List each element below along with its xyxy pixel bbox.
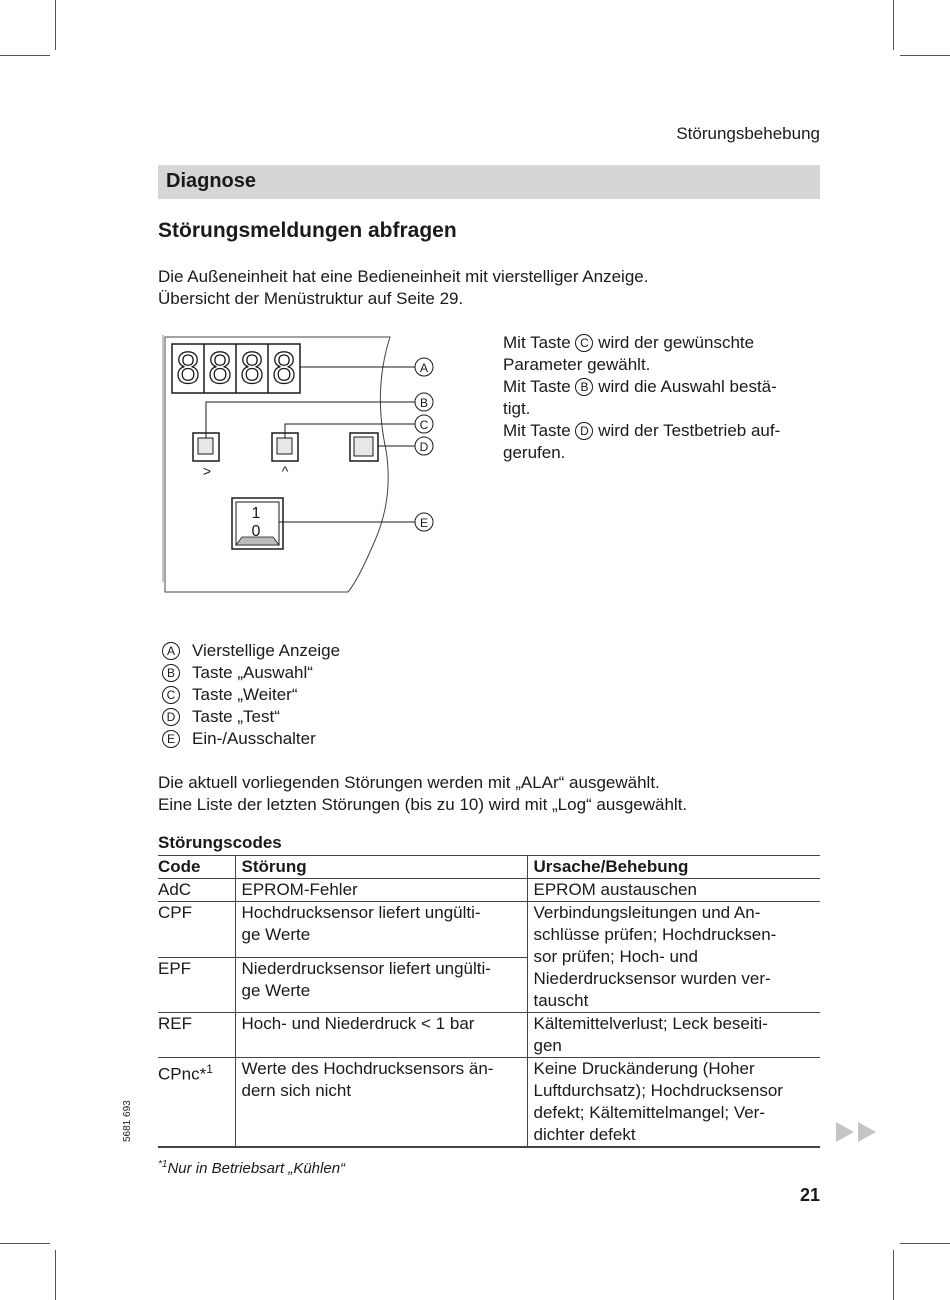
cell-code: EPF <box>158 957 235 1013</box>
display-digit: 8 <box>175 344 201 393</box>
select-button-symbol: > <box>202 463 212 479</box>
next-button-symbol: ^ <box>281 463 289 479</box>
switch-label-on: 1 <box>251 505 261 522</box>
continue-arrows-icon <box>835 1121 879 1143</box>
column-header-fault: Störung <box>235 856 527 879</box>
crop-mark <box>900 1243 950 1244</box>
callout-b <box>415 393 433 411</box>
cell-fault: Hochdrucksensor liefert ungülti- ge Werte <box>235 902 527 958</box>
test-button-figure <box>350 433 378 461</box>
display-digit: 8 <box>239 344 265 393</box>
intro-line: Die Außeneinheit hat eine Bedieneinheit mit vierstelliger Anzeige. <box>158 267 649 286</box>
running-head: Störungsbehebung <box>676 124 820 143</box>
cell-remedy: Keine Druckänderung (Hoher Luftdurchsatz); Hochdrucksensor defekt; Kältemittelmangel; Ver- dichter defekt <box>527 1058 820 1148</box>
fault-codes-table <box>158 855 820 1148</box>
cell-fault: Niederdrucksensor liefert ungülti- ge Werte <box>235 957 527 1013</box>
svg-text:C: C <box>419 418 429 432</box>
column-header-code: Code <box>158 856 235 879</box>
table-row <box>158 1013 820 1058</box>
control-panel-figure <box>158 330 458 605</box>
instruction-line: Mit Taste B wird die Auswahl bestä- <box>503 377 777 396</box>
legend-item <box>158 706 340 728</box>
instruction-line: gerufen. <box>503 443 566 462</box>
footnote <box>158 1159 345 1177</box>
instruction-line: Mit Taste C wird der gewünschte <box>503 333 755 352</box>
svg-text:A: A <box>419 361 429 375</box>
on-off-switch-figure <box>232 498 283 549</box>
crop-mark <box>55 0 56 50</box>
instruction-line: Parameter gewählt. <box>503 355 651 374</box>
callout-ref: C <box>575 334 593 352</box>
paragraph-line: Die aktuell vorliegenden Störungen werden mit „ALAr“ ausgewählt. <box>158 773 660 792</box>
table-title: Störungscodes <box>158 833 282 852</box>
legend-item <box>158 662 340 684</box>
cell-fault: EPROM-Fehler <box>235 879 527 902</box>
legend-item <box>158 684 340 706</box>
section-title: Diagnose <box>166 170 257 192</box>
legend-item <box>158 728 340 750</box>
paragraph-line: Eine Liste der letzten Störungen (bis zu 10) wird mit „Log“ ausgewählt. <box>158 795 688 814</box>
legend-text: Taste „Test“ <box>192 707 280 726</box>
instructions <box>503 332 823 464</box>
table-row <box>158 879 820 902</box>
footnote-text: Nur in Betriebsart „Kühlen“ <box>167 1160 346 1177</box>
column-header-remedy: Ursache/Behebung <box>527 856 820 879</box>
cell-fault: Hoch- und Niederdruck < 1 bar <box>235 1013 527 1058</box>
crop-mark <box>0 55 50 56</box>
intro-line: Übersicht der Menüstruktur auf Seite 29. <box>158 289 464 308</box>
legend-text: Taste „Auswahl“ <box>192 663 313 682</box>
cell-code: CPF <box>158 902 235 958</box>
switch-label-off: 0 <box>251 523 261 540</box>
legend-letter: D <box>162 708 180 726</box>
cell-remedy: Kältemittelverlust; Leck beseiti- gen <box>527 1013 820 1058</box>
section-bar <box>158 165 820 199</box>
crop-mark <box>0 1243 50 1244</box>
legend-text: Taste „Weiter“ <box>192 685 298 704</box>
crop-mark <box>893 1250 894 1300</box>
legend-text: Vierstellige Anzeige <box>192 641 341 660</box>
crop-mark <box>55 1250 56 1300</box>
display-digit: 8 <box>271 344 297 393</box>
crop-mark <box>893 0 894 50</box>
callout-ref: D <box>575 422 593 440</box>
legend-letter: B <box>162 664 180 682</box>
cell-code: REF <box>158 1013 235 1058</box>
cell-remedy: Verbindungsleitungen und An- schlüsse prüfen; Hochdrucksen- sor prüfen; Hoch- und Niederdrucksensor wurden ver- tauscht <box>527 902 820 1013</box>
svg-text:B: B <box>419 396 429 410</box>
legend-letter: A <box>162 642 180 660</box>
document-number: 5681 693 <box>122 1100 133 1142</box>
instruction-line: Mit Taste D wird der Testbetrieb auf- <box>503 421 781 440</box>
callout-d <box>415 437 433 455</box>
instruction-line: tigt. <box>503 399 531 418</box>
figure-legend <box>158 640 340 750</box>
legend-letter: C <box>162 686 180 704</box>
table-row <box>158 1058 820 1148</box>
crop-mark <box>900 55 950 56</box>
table-header-row <box>158 856 820 879</box>
svg-text:D: D <box>419 440 429 454</box>
cell-code: AdC <box>158 879 235 902</box>
cell-remedy: EPROM austauschen <box>527 879 820 902</box>
display-digit: 8 <box>207 344 233 393</box>
callout-a <box>415 358 433 376</box>
table-row <box>158 902 820 958</box>
four-digit-display <box>172 344 300 393</box>
fault-query-paragraph <box>158 772 687 816</box>
page-heading: Störungsmeldungen abfragen <box>158 219 457 242</box>
legend-item <box>158 640 340 662</box>
svg-text:E: E <box>419 516 429 530</box>
footnote-mark: *1 <box>158 1159 168 1170</box>
page-number: 21 <box>799 1185 820 1205</box>
callout-c <box>415 415 433 433</box>
callout-ref: B <box>575 378 593 396</box>
callout-e <box>415 513 433 531</box>
cell-fault: Werte des Hochdrucksensors än- dern sich nicht <box>235 1058 527 1148</box>
legend-text: Ein-/Ausschalter <box>192 729 316 748</box>
intro-paragraph <box>158 266 648 310</box>
cell-code: CPnc*$^1$ <box>158 1058 235 1148</box>
legend-letter: E <box>162 730 180 748</box>
